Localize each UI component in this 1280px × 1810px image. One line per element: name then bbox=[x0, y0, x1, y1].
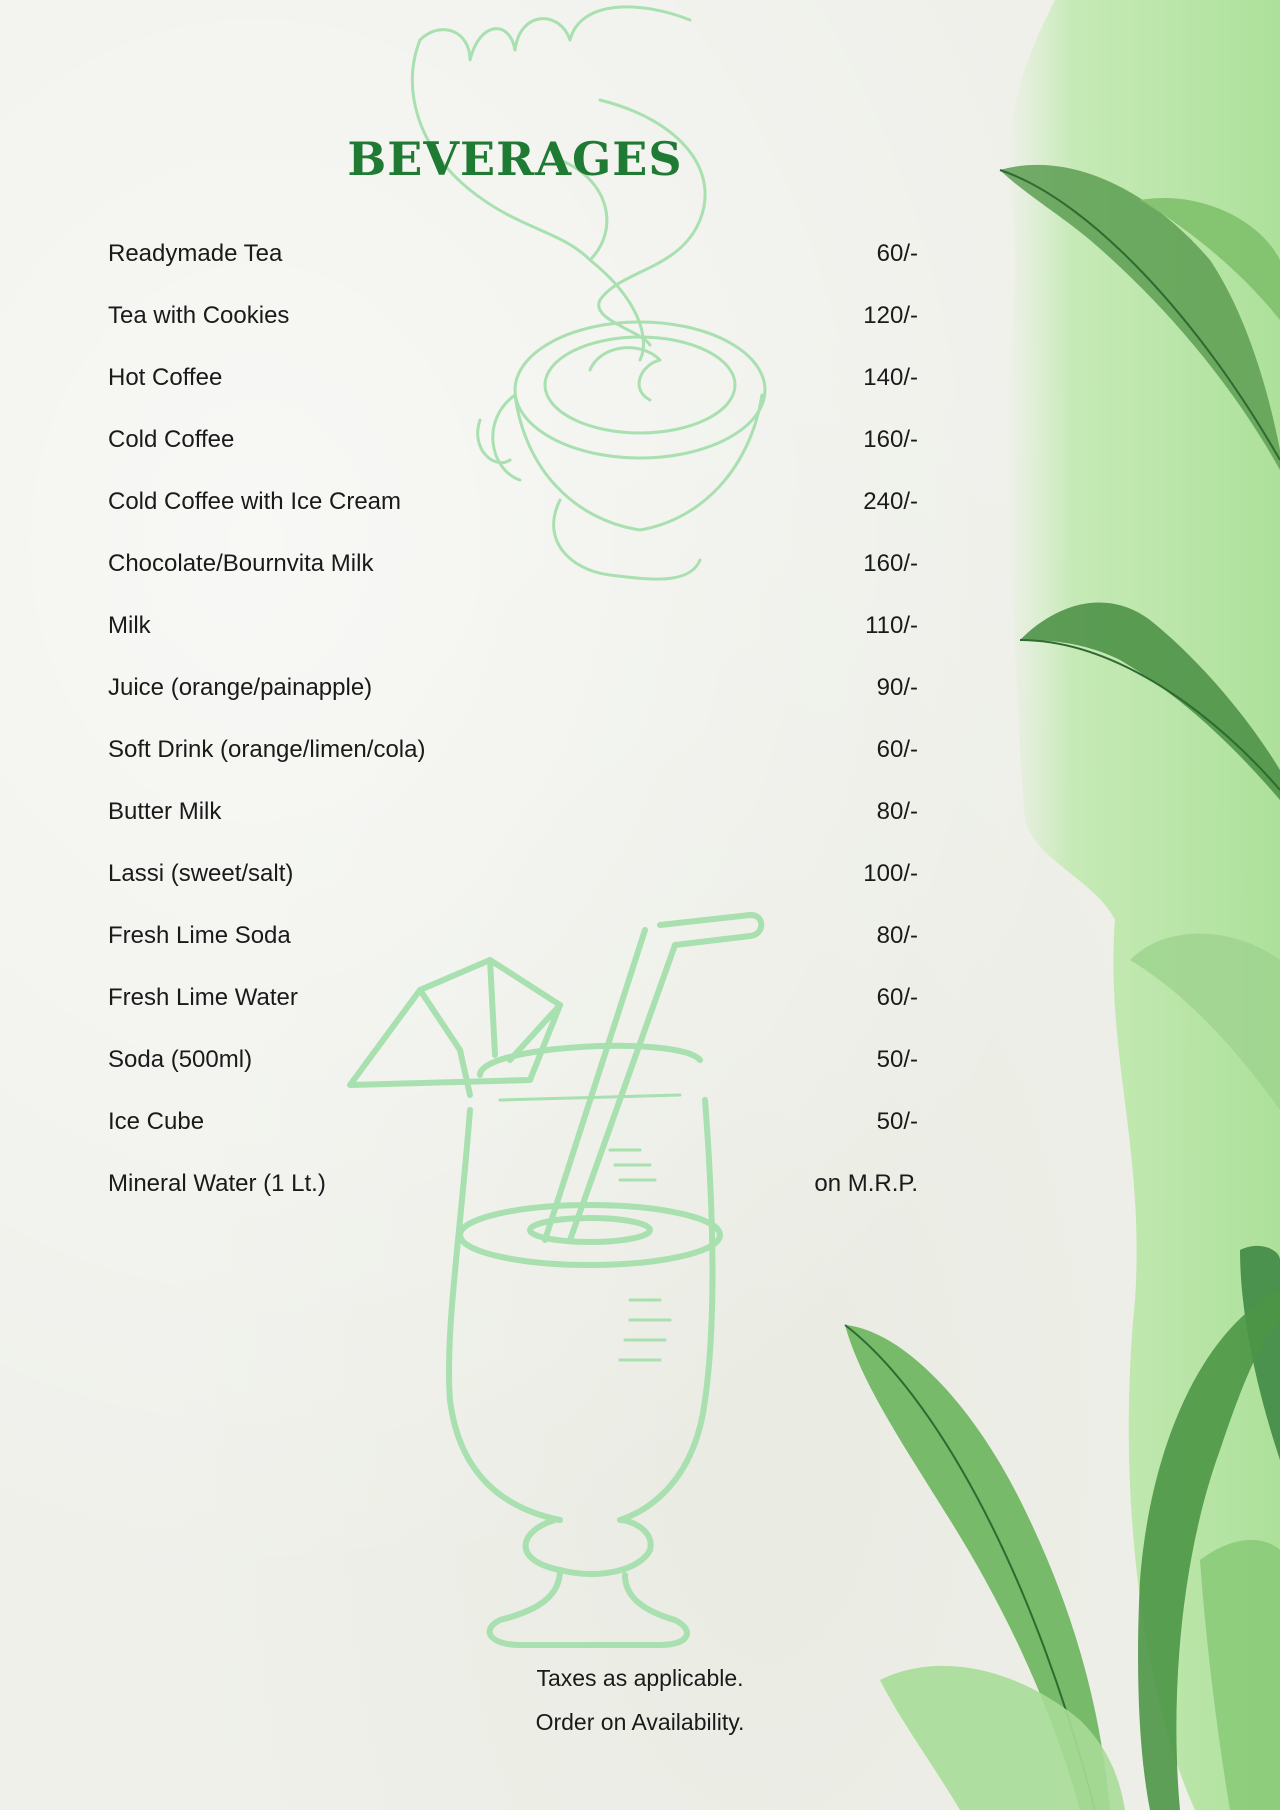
list-item bbox=[108, 608, 918, 670]
list-item bbox=[108, 236, 918, 298]
item-name: Lassi (sweet/salt) bbox=[108, 860, 294, 887]
list-item bbox=[108, 1104, 918, 1166]
item-price: 160/- bbox=[863, 550, 918, 577]
list-item bbox=[108, 670, 918, 732]
item-name: Fresh Lime Water bbox=[108, 984, 298, 1011]
item-price: 60/- bbox=[876, 736, 918, 763]
item-name: Butter Milk bbox=[108, 798, 222, 825]
item-name: Mineral Water (1 Lt.) bbox=[108, 1170, 326, 1197]
list-item bbox=[108, 360, 918, 422]
item-price: 60/- bbox=[876, 240, 918, 267]
list-item bbox=[108, 732, 918, 794]
item-name: Chocolate/Bournvita Milk bbox=[108, 550, 374, 577]
availability-note: Order on Availability. bbox=[535, 1709, 745, 1735]
item-name: Soda (500ml) bbox=[108, 1046, 253, 1073]
list-item bbox=[108, 546, 918, 608]
item-name: Fresh Lime Soda bbox=[108, 922, 291, 949]
list-item bbox=[108, 856, 918, 918]
item-price: 240/- bbox=[863, 488, 918, 515]
beverage-list bbox=[108, 236, 918, 1228]
page-title: BEVERAGES bbox=[347, 132, 683, 186]
item-price: on M.R.P. bbox=[814, 1170, 918, 1197]
item-price: 60/- bbox=[876, 984, 918, 1011]
item-price: 80/- bbox=[876, 922, 918, 949]
item-price: 160/- bbox=[863, 426, 918, 453]
item-name: Hot Coffee bbox=[108, 364, 223, 391]
item-name: Readymade Tea bbox=[108, 240, 283, 267]
item-price: 90/- bbox=[876, 674, 918, 701]
list-item bbox=[108, 918, 918, 980]
item-price: 120/- bbox=[863, 302, 918, 329]
taxes-note: Taxes as applicable. bbox=[536, 1665, 744, 1691]
item-name: Cold Coffee bbox=[108, 426, 235, 453]
list-item bbox=[108, 484, 918, 546]
item-price: 80/- bbox=[876, 798, 918, 825]
item-price: 50/- bbox=[876, 1046, 918, 1073]
item-price: 50/- bbox=[876, 1108, 918, 1135]
list-item bbox=[108, 1042, 918, 1104]
list-item bbox=[108, 1166, 918, 1228]
item-price: 100/- bbox=[863, 860, 918, 887]
list-item bbox=[108, 794, 918, 856]
item-name: Milk bbox=[108, 612, 151, 639]
item-price: 140/- bbox=[863, 364, 918, 391]
list-item bbox=[108, 298, 918, 360]
list-item bbox=[108, 980, 918, 1042]
item-name: Soft Drink (orange/limen/cola) bbox=[108, 736, 426, 763]
item-name: Ice Cube bbox=[108, 1108, 205, 1135]
list-item bbox=[108, 422, 918, 484]
item-name: Juice (orange/painapple) bbox=[108, 674, 373, 701]
footer-note bbox=[460, 1656, 820, 1744]
item-name: Cold Coffee with Ice Cream bbox=[108, 488, 402, 515]
item-price: 110/- bbox=[865, 612, 918, 639]
item-name: Tea with Cookies bbox=[108, 302, 290, 329]
